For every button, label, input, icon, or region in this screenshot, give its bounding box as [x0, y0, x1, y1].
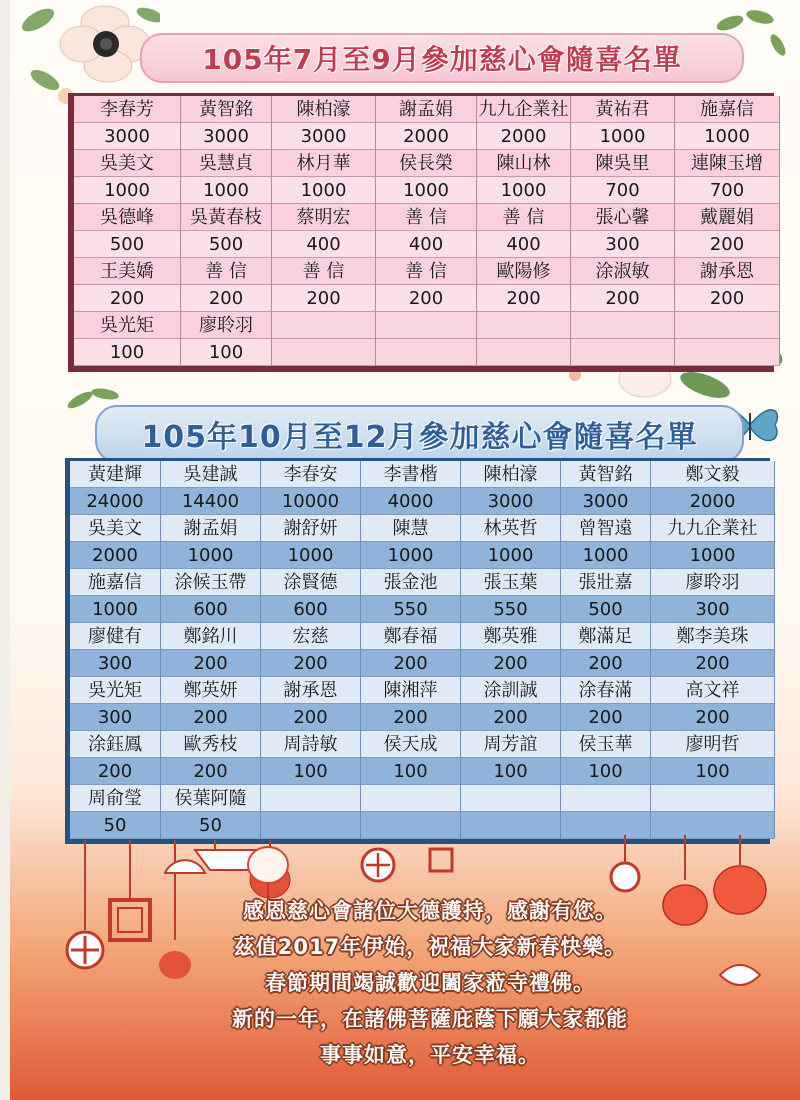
- donation-amount-cell: 100: [261, 758, 361, 785]
- donor-name-cell: [675, 312, 780, 339]
- donation-amount-cell: 1000: [181, 177, 272, 204]
- donor-name-cell: 林英哲: [461, 515, 561, 542]
- donation-amount-cell: 3000: [272, 123, 376, 150]
- section1-title: 105年7月至9月參加慈心會隨喜名單: [140, 33, 744, 83]
- donation-amount-cell: 3000: [74, 123, 181, 150]
- donation-amount-cell: 50: [70, 812, 161, 839]
- donor-name-cell: 鄭英雅: [461, 623, 561, 650]
- section2-title: 105年10月至12月參加慈心會隨喜名單: [95, 405, 744, 463]
- donation-amount-cell: 2000: [376, 123, 477, 150]
- donation-amount-cell: 3000: [181, 123, 272, 150]
- donor-name-cell: [561, 785, 651, 812]
- donation-amount-cell: 50: [161, 812, 261, 839]
- donation-amount-cell: 3000: [461, 488, 561, 515]
- donation-amount-cell: 200: [181, 285, 272, 312]
- donor-name-cell: 廖聆羽: [181, 312, 272, 339]
- donor-name-cell: [571, 312, 675, 339]
- donation-amount-cell: [477, 339, 571, 366]
- donor-table-oct-dec: [65, 458, 770, 844]
- donation-amount-cell: 14400: [161, 488, 261, 515]
- donor-name-cell: 侯天成: [361, 731, 461, 758]
- message-line: 感恩慈心會諸位大德護持，感謝有您。: [243, 899, 617, 923]
- donation-amount-cell: 100: [74, 339, 181, 366]
- donor-name-cell: [461, 785, 561, 812]
- donor-name-cell: 歐陽修: [477, 258, 571, 285]
- donor-name-cell: 鄭滿足: [561, 623, 651, 650]
- donor-name-cell: 善 信: [376, 204, 477, 231]
- donor-name-cell: 宏慈: [261, 623, 361, 650]
- donor-name-cell: 善 信: [477, 204, 571, 231]
- donation-amount-cell: 200: [70, 758, 161, 785]
- donation-amount-cell: 1000: [272, 177, 376, 204]
- donor-name-cell: 張壯嘉: [561, 569, 651, 596]
- donation-amount-cell: 200: [161, 650, 261, 677]
- donor-name-cell: 黃智銘: [561, 461, 651, 488]
- donor-name-cell: 陳柏濠: [272, 96, 376, 123]
- donation-amount-cell: 1000: [477, 177, 571, 204]
- donor-name-cell: 九九企業社: [477, 96, 571, 123]
- donor-name-cell: [651, 785, 775, 812]
- donor-name-cell: 鄭春福: [361, 623, 461, 650]
- donation-amount-cell: [675, 339, 780, 366]
- donor-name-cell: 吳光矩: [70, 677, 161, 704]
- donation-amount-cell: 2000: [70, 542, 161, 569]
- donor-name-cell: 戴麗娟: [675, 204, 780, 231]
- donation-amount-cell: 200: [161, 758, 261, 785]
- donor-name-cell: 涂鈺鳳: [70, 731, 161, 758]
- donor-name-cell: 歐秀枝: [161, 731, 261, 758]
- donation-amount-cell: 200: [675, 231, 780, 258]
- donation-amount-cell: 2000: [651, 488, 775, 515]
- donor-name-cell: 九九企業社: [651, 515, 775, 542]
- donation-amount-cell: 200: [74, 285, 181, 312]
- donor-name-cell: 周俞瑩: [70, 785, 161, 812]
- donor-name-cell: 涂春滿: [561, 677, 651, 704]
- donor-name-cell: [272, 312, 376, 339]
- donor-name-cell: 吳美文: [74, 150, 181, 177]
- donor-name-cell: 侯玉華: [561, 731, 651, 758]
- message-line: 新的一年，在諸佛菩薩庇蔭下願大家都能: [232, 1007, 628, 1031]
- donor-name-cell: 施嘉信: [675, 96, 780, 123]
- donation-amount-cell: 500: [181, 231, 272, 258]
- donor-table-jul-sep: [68, 93, 774, 372]
- donation-amount-cell: 100: [181, 339, 272, 366]
- donor-name-cell: 林月華: [272, 150, 376, 177]
- donor-name-cell: 吳黃春枝: [181, 204, 272, 231]
- donation-amount-cell: 600: [261, 596, 361, 623]
- donor-name-cell: [261, 785, 361, 812]
- donor-name-cell: 陳柏濠: [461, 461, 561, 488]
- donation-amount-cell: 100: [361, 758, 461, 785]
- donation-amount-cell: 1000: [361, 542, 461, 569]
- donor-name-cell: 鄭文毅: [651, 461, 775, 488]
- donor-name-cell: 張心馨: [571, 204, 675, 231]
- donation-amount-cell: 300: [651, 596, 775, 623]
- donation-amount-cell: 1000: [571, 123, 675, 150]
- donor-name-cell: 善 信: [272, 258, 376, 285]
- donor-name-cell: 陳山林: [477, 150, 571, 177]
- donor-name-cell: 謝孟娟: [376, 96, 477, 123]
- donor-name-cell: 陳吳里: [571, 150, 675, 177]
- message-line: 事事如意，平安幸福。: [320, 1043, 540, 1067]
- donation-amount-cell: 1000: [675, 123, 780, 150]
- donation-amount-cell: 100: [651, 758, 775, 785]
- blessing-message: [150, 893, 710, 1073]
- donation-amount-cell: 500: [74, 231, 181, 258]
- donation-amount-cell: 200: [361, 704, 461, 731]
- donor-name-cell: 李春芳: [74, 96, 181, 123]
- donor-name-cell: 黃祐君: [571, 96, 675, 123]
- donation-amount-cell: 550: [461, 596, 561, 623]
- message-line: 茲值2017年伊始，祝福大家新春快樂。: [233, 935, 627, 959]
- donation-amount-cell: 700: [675, 177, 780, 204]
- donor-name-cell: 張玉葉: [461, 569, 561, 596]
- donor-name-cell: 張金池: [361, 569, 461, 596]
- donor-name-cell: 施嘉信: [70, 569, 161, 596]
- donation-amount-cell: 200: [461, 704, 561, 731]
- donation-amount-cell: 1000: [561, 542, 651, 569]
- donation-amount-cell: 700: [571, 177, 675, 204]
- donor-name-cell: 周芳誼: [461, 731, 561, 758]
- donor-name-cell: [376, 312, 477, 339]
- donation-amount-cell: 200: [261, 704, 361, 731]
- donation-amount-cell: 1000: [261, 542, 361, 569]
- donation-amount-cell: 400: [272, 231, 376, 258]
- donation-amount-cell: 200: [675, 285, 780, 312]
- donation-amount-cell: 24000: [70, 488, 161, 515]
- donation-amount-cell: 300: [70, 704, 161, 731]
- donor-name-cell: 善 信: [181, 258, 272, 285]
- donor-name-cell: 謝承恩: [675, 258, 780, 285]
- donation-amount-cell: 200: [651, 650, 775, 677]
- donation-amount-cell: 100: [461, 758, 561, 785]
- donation-amount-cell: 200: [261, 650, 361, 677]
- donation-amount-cell: 200: [272, 285, 376, 312]
- donation-amount-cell: 500: [561, 596, 651, 623]
- donation-amount-cell: 1000: [376, 177, 477, 204]
- donor-name-cell: 涂賢德: [261, 569, 361, 596]
- donor-name-cell: 謝孟娟: [161, 515, 261, 542]
- donor-name-cell: 黃建輝: [70, 461, 161, 488]
- donor-name-cell: 蔡明宏: [272, 204, 376, 231]
- donor-name-cell: 廖健有: [70, 623, 161, 650]
- donation-amount-cell: 4000: [361, 488, 461, 515]
- donor-name-cell: 李書楷: [361, 461, 461, 488]
- donation-amount-cell: 2000: [477, 123, 571, 150]
- donor-name-cell: 陳慧: [361, 515, 461, 542]
- fan-icon: [160, 845, 210, 875]
- donor-name-cell: 謝承恩: [261, 677, 361, 704]
- donor-name-cell: 曾智遠: [561, 515, 651, 542]
- donation-amount-cell: 200: [161, 704, 261, 731]
- donor-name-cell: 李春安: [261, 461, 361, 488]
- donor-name-cell: 吳慧貞: [181, 150, 272, 177]
- donation-amount-cell: 200: [477, 285, 571, 312]
- donor-name-cell: 連陳玉增: [675, 150, 780, 177]
- donation-amount-cell: 1000: [74, 177, 181, 204]
- donation-amount-cell: 200: [361, 650, 461, 677]
- donation-amount-cell: [272, 339, 376, 366]
- donor-name-cell: [361, 785, 461, 812]
- donor-name-cell: 善 信: [376, 258, 477, 285]
- donor-name-cell: 鄭銘川: [161, 623, 261, 650]
- donation-amount-cell: 200: [561, 704, 651, 731]
- donor-name-cell: 吳美文: [70, 515, 161, 542]
- donation-amount-cell: 200: [651, 704, 775, 731]
- message-line: 春節期間竭誠歡迎闔家蒞寺禮佛。: [265, 971, 595, 995]
- donor-name-cell: 鄭英妍: [161, 677, 261, 704]
- donor-name-cell: 王美嬌: [74, 258, 181, 285]
- donor-name-cell: 黃智銘: [181, 96, 272, 123]
- donor-name-cell: 鄭李美珠: [651, 623, 775, 650]
- donor-name-cell: 高文祥: [651, 677, 775, 704]
- donor-name-cell: 涂訓誠: [461, 677, 561, 704]
- donation-amount-cell: 550: [361, 596, 461, 623]
- donor-name-cell: 廖明哲: [651, 731, 775, 758]
- donor-name-cell: 侯葉阿隨: [161, 785, 261, 812]
- donation-amount-cell: 400: [477, 231, 571, 258]
- donor-name-cell: [477, 312, 571, 339]
- donation-amount-cell: [571, 339, 675, 366]
- donation-amount-cell: [376, 339, 477, 366]
- donor-name-cell: 廖聆羽: [651, 569, 775, 596]
- donor-name-cell: 周詩敏: [261, 731, 361, 758]
- donation-amount-cell: 1000: [70, 596, 161, 623]
- donation-amount-cell: 200: [571, 285, 675, 312]
- donor-name-cell: 涂候玉帶: [161, 569, 261, 596]
- donation-amount-cell: 200: [461, 650, 561, 677]
- donation-amount-cell: 100: [561, 758, 651, 785]
- donor-name-cell: 吳建誠: [161, 461, 261, 488]
- donation-amount-cell: 200: [561, 650, 651, 677]
- donor-name-cell: 陳湘萍: [361, 677, 461, 704]
- donation-amount-cell: 3000: [561, 488, 651, 515]
- donor-name-cell: 吳光矩: [74, 312, 181, 339]
- donation-amount-cell: 200: [376, 285, 477, 312]
- donor-name-cell: 謝舒妍: [261, 515, 361, 542]
- donation-amount-cell: 1000: [651, 542, 775, 569]
- donation-amount-cell: 300: [571, 231, 675, 258]
- donation-amount-cell: 300: [70, 650, 161, 677]
- donation-amount-cell: 1000: [461, 542, 561, 569]
- donor-name-cell: 吳德峰: [74, 204, 181, 231]
- donor-name-cell: 涂淑敏: [571, 258, 675, 285]
- donor-name-cell: 侯長榮: [376, 150, 477, 177]
- donation-amount-cell: 10000: [261, 488, 361, 515]
- donation-amount-cell: 1000: [161, 542, 261, 569]
- donation-amount-cell: 400: [376, 231, 477, 258]
- donation-amount-cell: 600: [161, 596, 261, 623]
